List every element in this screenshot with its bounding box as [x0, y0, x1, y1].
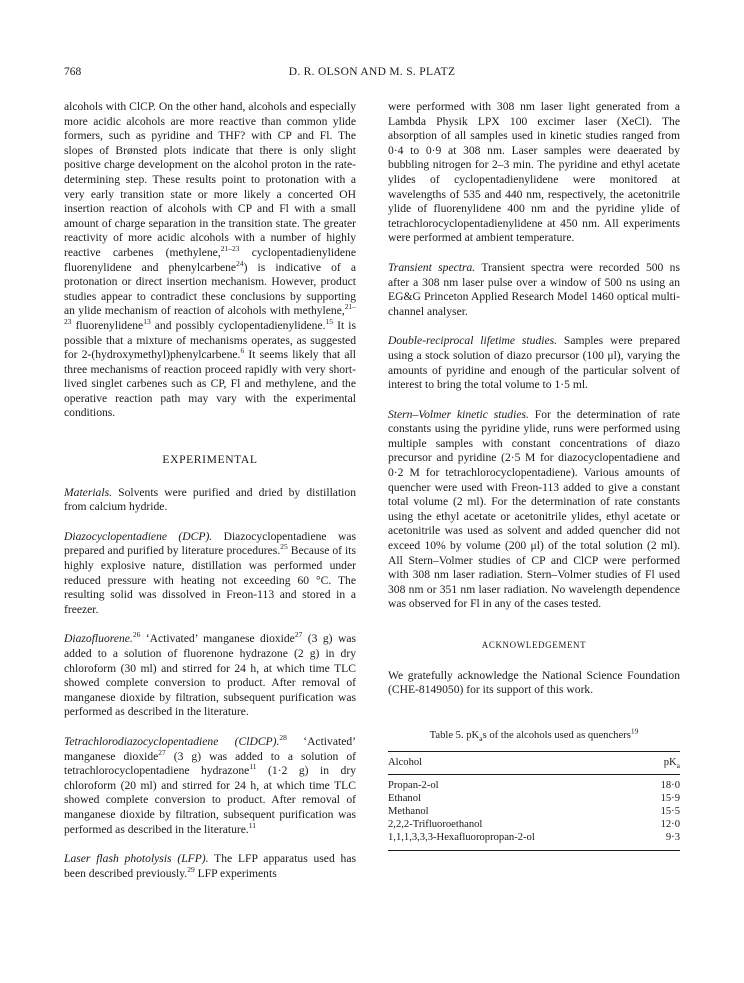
table-row	[388, 775, 680, 793]
pka-cell: 12·0	[660, 818, 680, 830]
stern-volmer-paragraph: Stern–Volmer kinetic studies. For the determination of rate constants using the pyridine ylide, runs were performed using multiple samples with constant concentrations of diazo precursor and pyridine (2·5 M for diazocyclopentadiene and 0·2 M for tetrachlorocyclopentadiene). Various amounts of quencher were used with Freon-113 added to give a constant total volume (2 ml). For the determination of rate constants using the ethyl acetate or acetonitrile ylides, ethyl acetate or acetonitrile was used as solvent and added quencher did not exceed 10% by volume (200 μl) of the total solution (2 ml). All Stern–Volmer studies of CP and ClCP were performed with 308 nm laser radiation. Stern–Volmer studies of Fl used 308 nm or 351 nm laser radiation. No wavelength dependence was observed for Fl in any of the cases tested.	[388, 407, 680, 611]
page-header	[64, 66, 680, 84]
pka-cell: 18·0	[660, 780, 680, 792]
transient-spectra-paragraph: Transient spectra. Transient spectra were recorded 500 ns after a 308 nm laser pulse over a window of 500 ns using an EG&G Princeton Applied Research Model 1460 optical multi-channel analyser.	[388, 260, 680, 318]
running-head: D. R. OLSON AND M. S. PLATZ	[288, 66, 456, 78]
materials-paragraph: Materials. Solvents were purified and dried by distillation from calcium hydride.	[64, 485, 356, 514]
alcohol-cell: Methanol	[388, 805, 429, 817]
acknowledgement-heading: ACKNOWLEDGEMENT	[481, 640, 587, 650]
lfp-paragraph: Laser flash photolysis (LFP). The LFP apparatus used has been described previously.$^{29}$ LFP experiments	[64, 852, 356, 880]
acknowledgement-paragraph: We gratefully acknowledge the National Science Foundation (CHE-8149050) for its support of this work.	[388, 668, 680, 697]
pka-cell: 15·9	[660, 793, 680, 805]
lfp-continued-paragraph: were performed with 308 nm laser light generated from a Lambda Physik LPX 100 excimer laser (XeCl). The absorption of all samples used in kinetic studies ranged from 0·4 to 0·9 at 308 nm. Laser samples were deaerated by bubbling nitrogen for 2–3 min. The pyridine and ethyl acetate ylides of cyclopentadienylidene were monitored at wavelengths of 535 and 440 nm, respectively, the acetonitrile ylide of fluorenylidene 400 nm and the pyridine ylide of tetrachlorocyclopentadienylidene at 450 nm. All experiments were performed at ambient temperature.	[388, 100, 680, 245]
double-reciprocal-paragraph: Double-reciprocal lifetime studies. Samples were prepared using a stock solution of diazo precursor (100 μl), varying the amounts of pyridine and enough of the particular solvent of interest to bring the total volume to 1·5 ml.	[388, 334, 680, 392]
column-header-alcohol: Alcohol	[388, 751, 646, 775]
alcohol-cell: Propan-2-ol	[388, 780, 439, 792]
discussion-paragraph: alcohols with ClCP. On the other hand, alcohols and especially more acidic alcohols are more reactive than common ylide formers, such as pyridine and THF? with CP and Fl. The slopes of Brønsted plots indicate that there is only slight positive charge development on the alcohol proton in the rate-determining step. These results point to protonation with a very early transition state or more likely a concerted OH insertion reaction of alcohols with CP and Fl with a small amount of charge separation in the transition state. The greater reactivity of more acidic alcohols with a number of highly reactive carbenes (methylene,$^{21-23}$ cyclopentadienylidene fluorenylidene and phenylcarbene$^{24}$) is indicative of a protonation or direct insertion mechanism. However, product studies appear to contradict these conclusions by supporting an ylide mechanism of reaction of alcohols with methylene,$^{21-23}$ fluorenylidene$^{13}$ and possibly cyclopentadienylidene.$^{15}$ It is possible that a mixture of mechanisms operates, as suggested for 2-(hydroxymethyl)phenylcarbene.$^6$ It seems likely that all three mechanisms of reaction proceed rapidly with very short-lived singlet carbenes such as CP, Fl and methylene, and the operative reaction path may vary with the experimental conditions.	[64, 100, 357, 420]
table-caption: Table 5. $pK_as$ of the alcohols used as quenchers$^{19}$	[429, 726, 639, 743]
pka-table-grid	[388, 751, 680, 852]
column-header-pka: $pK_a$	[646, 751, 680, 775]
alcohol-cell: 2,2,2-Trifluoroethanol	[388, 818, 483, 830]
left-column	[64, 100, 356, 881]
page-number: 768	[64, 66, 82, 78]
table-row	[388, 806, 680, 819]
pka-table	[388, 726, 680, 852]
pka-cell: 15·5	[660, 805, 680, 817]
dcp-paragraph: Diazocyclopentadiene (DCP). Diazocyclopentadiene was prepared and purified by literature procedures.$^{25}$ Because of its highly explosive nature, distillation was performed under reduced pressure with heating not exceeding 60 °C. The resulting solid was dissolved in Freon-113 and stored in a freezer.	[64, 529, 356, 616]
table-row	[388, 793, 680, 806]
experimental-heading: EXPERIMENTAL	[162, 453, 258, 467]
pka-cell: 9·3	[646, 832, 680, 851]
table-row	[388, 832, 680, 851]
cldcp-paragraph: Tetrachlorodiazocyclopentadiene (ClDCP).$^{28}$ ‘Activated’ manganese dioxide$^{27}$ (3 g) was added to a solution of tetrachlorocyclopentadiene hydrazone$^{11}$ (1·2 g) in dry chloroform (20 ml) and stirred for 24 h, at which time TLC showed complete conversion to product. After removal of manganese dioxide by filtration, subsequent purification was performed as described in the literature.$^{11}$	[64, 733, 357, 836]
right-column	[388, 100, 680, 851]
diazofluorene-paragraph: Diazofluorene.$^{26}$ ‘Activated’ manganese dioxide$^{27}$ (3 g) was added to a solution of fluorenone hydrazone (2 g) in dry chloroform (30 ml) and stirred for 24 h, at which time TLC showed complete conversion to product. After removal of manganese dioxide by filtration, subsequent purification was performed as described in the literature.	[64, 630, 357, 719]
table-row	[388, 819, 680, 832]
alcohol-cell: 1,1,1,3,3,3-Hexafluoropropan-2-ol	[388, 832, 646, 851]
alcohol-cell: Ethanol	[388, 793, 421, 805]
